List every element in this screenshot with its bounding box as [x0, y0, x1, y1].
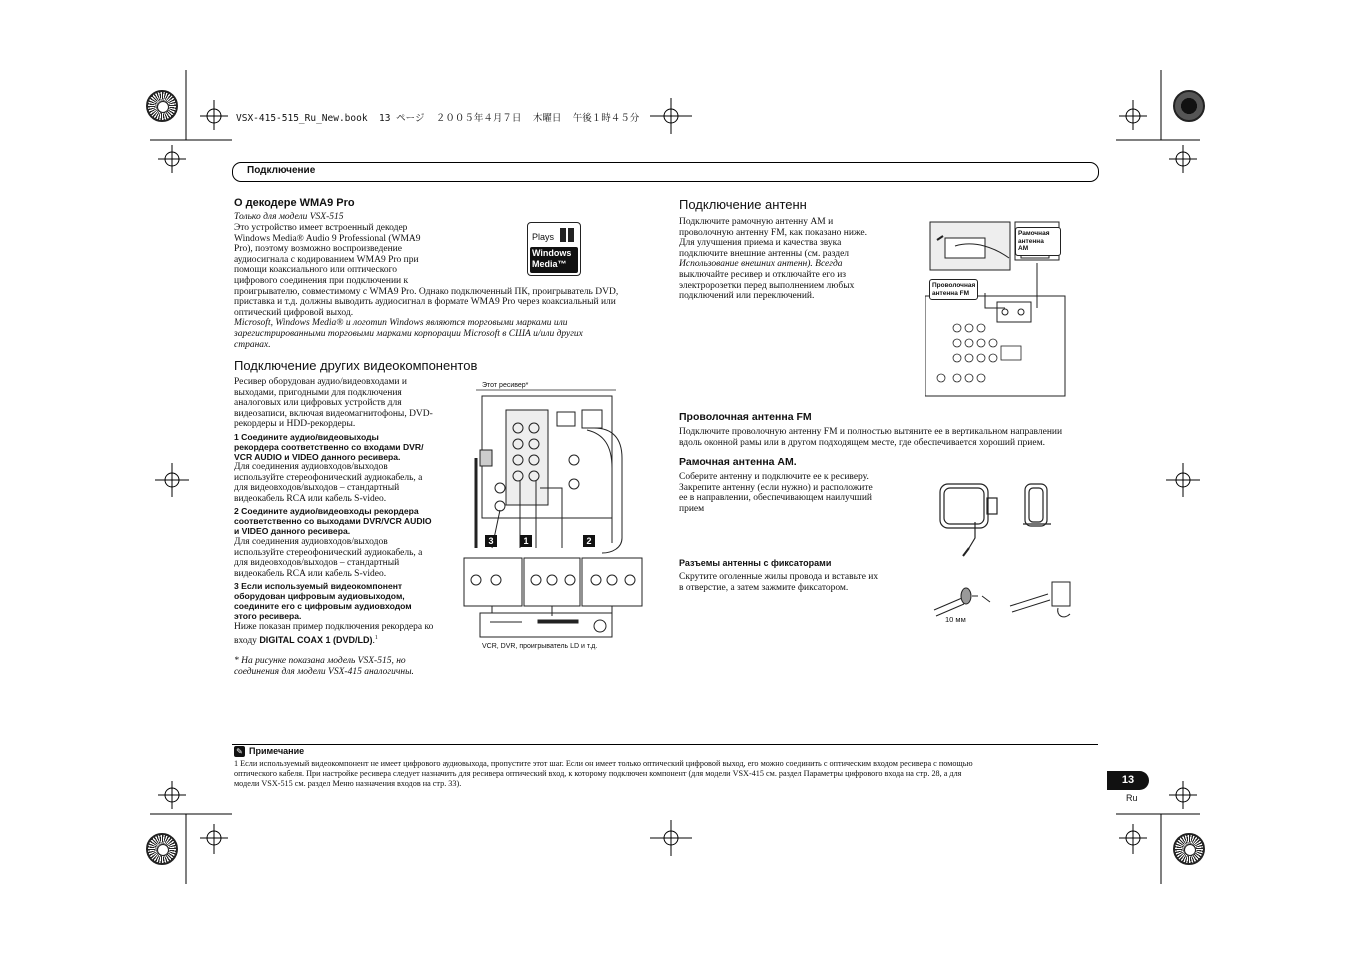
- step1-heading: 1 Соедините аудио/видеовыходы рекордера соответственно со входами DVR/ VCR AUDIO и VIDEO данного ресивера.: [234, 432, 424, 462]
- clip-body: Скрутите оголенные жилы провода и вставьте их в отверстие, а затем зажмите фиксатором.: [679, 572, 879, 593]
- video-intro: Ресивер оборудован аудио/видеовходами и выходами, пригодными для подключения аналоговых или цифровых устройств для видеозаписи, включая видеомагнитофоны, DVD- рекордеры и HDD-рекордеры.: [234, 377, 433, 430]
- video-heading: Подключение других видеокомпонентов: [234, 358, 478, 373]
- wma-model-note: Только для модели VSX-515: [234, 212, 344, 222]
- note-icon: ✎: [234, 746, 245, 757]
- section-title: Подключение: [247, 165, 316, 176]
- page-number-tab: [1107, 771, 1149, 790]
- windows-media-logo: [527, 222, 581, 276]
- page-language: Ru: [1126, 793, 1138, 803]
- logo-media-text: Media™: [532, 259, 567, 269]
- example-text: Ниже показан пример подключения рекордера ко входу DIGITAL COAX 1 (DVD/LD).$^1$: [234, 622, 434, 646]
- clip-heading: Разъемы антенны с фиксаторами: [679, 558, 832, 568]
- file-info-line: VSX-415-515_Ru_New.book 13 ページ ２００５年４月７日 木曜日 午後１時４５分: [236, 113, 640, 124]
- fm-antenna-callout: Проволочная антенна FM: [929, 279, 978, 300]
- step-badge-2: 2: [583, 535, 595, 547]
- am-antenna-callout: Рамочная антенна AM: [1015, 227, 1061, 256]
- note-body: 1 Если используемый видеокомпонент не имеет цифрового аудиовыхода, пропустите этот шаг. Если он имеет только оптический цифровой выход, его можно соединить с оптическим входом ресивера с помощью оптического кабеля. При настройке ресивера следует назначить для ресивера оптический вход, к которому подключен компонент (для модели VSX-415 см. раздел Параметры цифрового входа на стр. 28, а для модели VSX-515 см. раздел Меню назначения входов на стр. 33).: [234, 759, 973, 788]
- am-body: Соберите антенну и подключите ее к ресиверу. Закрепите антенну (если нужно) и расположите ее в направлении, обеспечивающем наилучший прием: [679, 472, 873, 514]
- wma-heading: О декодере WMA9 Pro: [234, 197, 355, 209]
- am-heading: Рамочная антенна AM.: [679, 456, 797, 468]
- video-connection-diagram: [462, 388, 652, 643]
- step1-body: Для соединения аудиовходов/выходов используйте стереофонический аудиокабель, а для видеовходов/выходов – стандартный видеокабель RCA или кабель S-video.: [234, 462, 423, 504]
- logo-plays-text: Plays: [532, 232, 555, 242]
- step2-heading: 2 Соедините аудио/видеовходы рекордера соответственно со выходами DVR/VCR AUDIO и VIDEO данного ресивера.: [234, 506, 432, 536]
- antenna-heading: Подключение антенн: [679, 197, 807, 212]
- wire-length-label: 10 мм: [945, 615, 966, 624]
- logo-windows-text: Windows: [532, 248, 572, 258]
- fm-heading: Проволочная антенна FM: [679, 411, 812, 423]
- video-footnote: * На рисунке показана модель VSX-515, но соединения для модели VSX-415 аналогичны.: [234, 656, 414, 677]
- section-header-bar: [232, 162, 1099, 182]
- step-badge-3: 3: [485, 535, 497, 547]
- diagram-receiver-label: Этот ресивер*: [482, 382, 529, 389]
- note-divider: [232, 744, 1098, 745]
- note-title: Примечание: [249, 746, 305, 756]
- fm-body: Подключите проволочную антенну FM и полностью вытяните ее в вертикальном направлении вдоль оконной рамы или в другом подходящем месте, где обеспечивается хороший прием.: [679, 427, 1063, 448]
- step-badge-1: 1: [520, 535, 532, 547]
- windows-flag-icon: [560, 228, 574, 242]
- am-loop-antenna-illustration: [935, 478, 1065, 558]
- wma-trademark: Microsoft, Windows Media® и логотип Windows являются торговыми марками или зарегистрированными торговыми марками корпорации Microsoft в США и/или других странах.: [234, 318, 583, 350]
- diagram-recorder-label: VCR, DVR, проигрыватель LD и т.д.: [482, 643, 598, 650]
- antenna-intro: Подключите рамочную антенну AM и проволочную антенну FM, как показано ниже. Для улучшения приема и качества звука подключите внешние антенны (см. раздел Использование внешних антенн). Всегда выключайте ресивер и отключайте его из электророзетки перед выполнением любых подключений или переключений.: [679, 217, 867, 302]
- page-number: 13: [1121, 774, 1135, 786]
- step3-heading: 3 Если используемый видеокомпонент оборудован цифровым аудиовыходом, соедините его с цифровым аудиовходом этого ресивера.: [234, 581, 412, 621]
- wma-body: Это устройство имеет встроенный декодер Windows Media® Audio 9 Professional (WMA9 Pro), поэтому возможно воспроизведение аудиосигнала с кодированием WMA9 Pro при помощи коаксиального или оптического цифрового соединения при подключении к проигрывателю, совместимому с WMA9 Pro. Однако подключенный ПК, проигрыватель DVD, приставка и т.д. должны выводить аудиосигнал в формате WMA9 Pro через коаксиальный или оптический цифровой выход. Microsoft, Windows Media® и логотип Windows являются торговыми марками или зарегистрированными торговыми марками корпорации Microsoft в США и/или других странах.: [234, 223, 664, 350]
- step2-body: Для соединения аудиовходов/выходов используйте стереофонический аудиокабель, а для видеовходов/выходов – стандартный видеокабель RCA или кабель S-video.: [234, 537, 423, 579]
